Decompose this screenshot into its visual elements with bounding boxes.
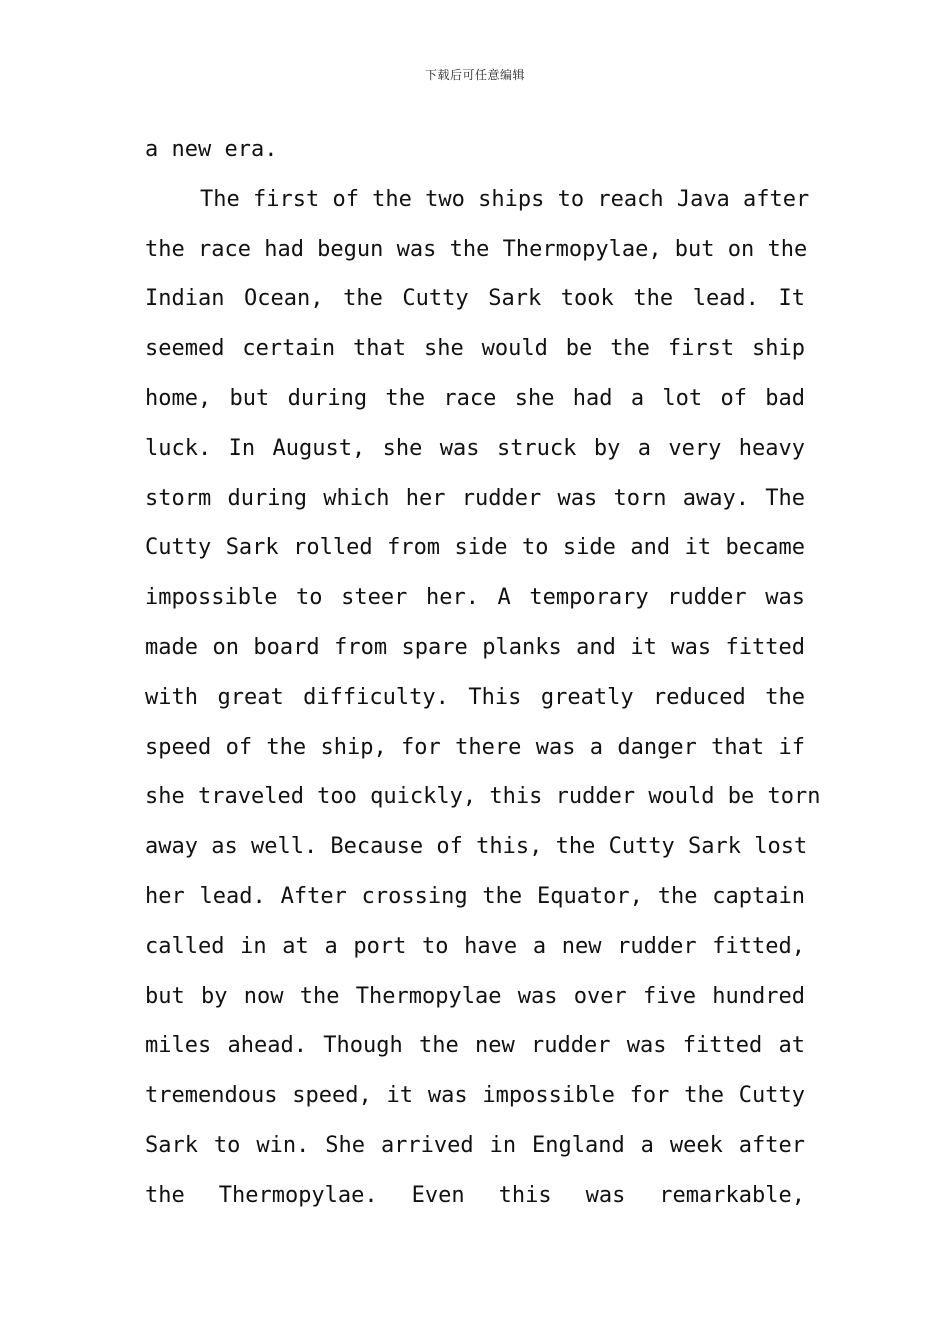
text-line: made on board from spare planks and it was fitted (145, 634, 805, 660)
text-line: home, but during the race she had a lot of bad (145, 385, 805, 411)
text-line: speed of the ship, for there was a danger that if (145, 734, 805, 760)
text-line: Sark to win. She arrived in England a week after (145, 1132, 805, 1158)
text-line: the Thermopylae. Even this was remarkable, (145, 1182, 805, 1208)
text-line: her lead. After crossing the Equator, the captain (145, 883, 805, 909)
text-line: with great difficulty. This greatly reduced the (145, 684, 805, 710)
text-line: called in at a port to have a new rudder fitted, (145, 933, 805, 959)
page-header: 下载后可任意编辑 (424, 68, 525, 82)
text-line: Indian Ocean, the Cutty Sark took the lead. It (145, 286, 805, 312)
text-line: impossible to steer her. A temporary rudder was (145, 585, 805, 611)
text-line: she traveled too quickly, this rudder would be torn (145, 784, 821, 810)
document-body (145, 125, 821, 1221)
text-line: miles ahead. Though the new rudder was fitted at (145, 1033, 805, 1059)
text-line: away as well. Because of this, the Cutty Sark lost (145, 834, 808, 860)
text-line: a new era. (145, 137, 278, 162)
text-line: seemed certain that she would be the first ship (145, 336, 805, 362)
text-line: Cutty Sark rolled from side to side and it became (145, 535, 805, 561)
text-line: tremendous speed, it was impossible for the Cutty (145, 1083, 805, 1109)
text-line: but by now the Thermopylae was over five hundred (145, 983, 805, 1009)
text-line: The first of the two ships to reach Java after (200, 186, 810, 212)
text-line: the race had begun was the Thermopylae, but on the (145, 236, 808, 262)
text-line: luck. In August, she was struck by a very heavy (145, 435, 805, 461)
text-line: storm during which her rudder was torn away. The (145, 485, 805, 511)
